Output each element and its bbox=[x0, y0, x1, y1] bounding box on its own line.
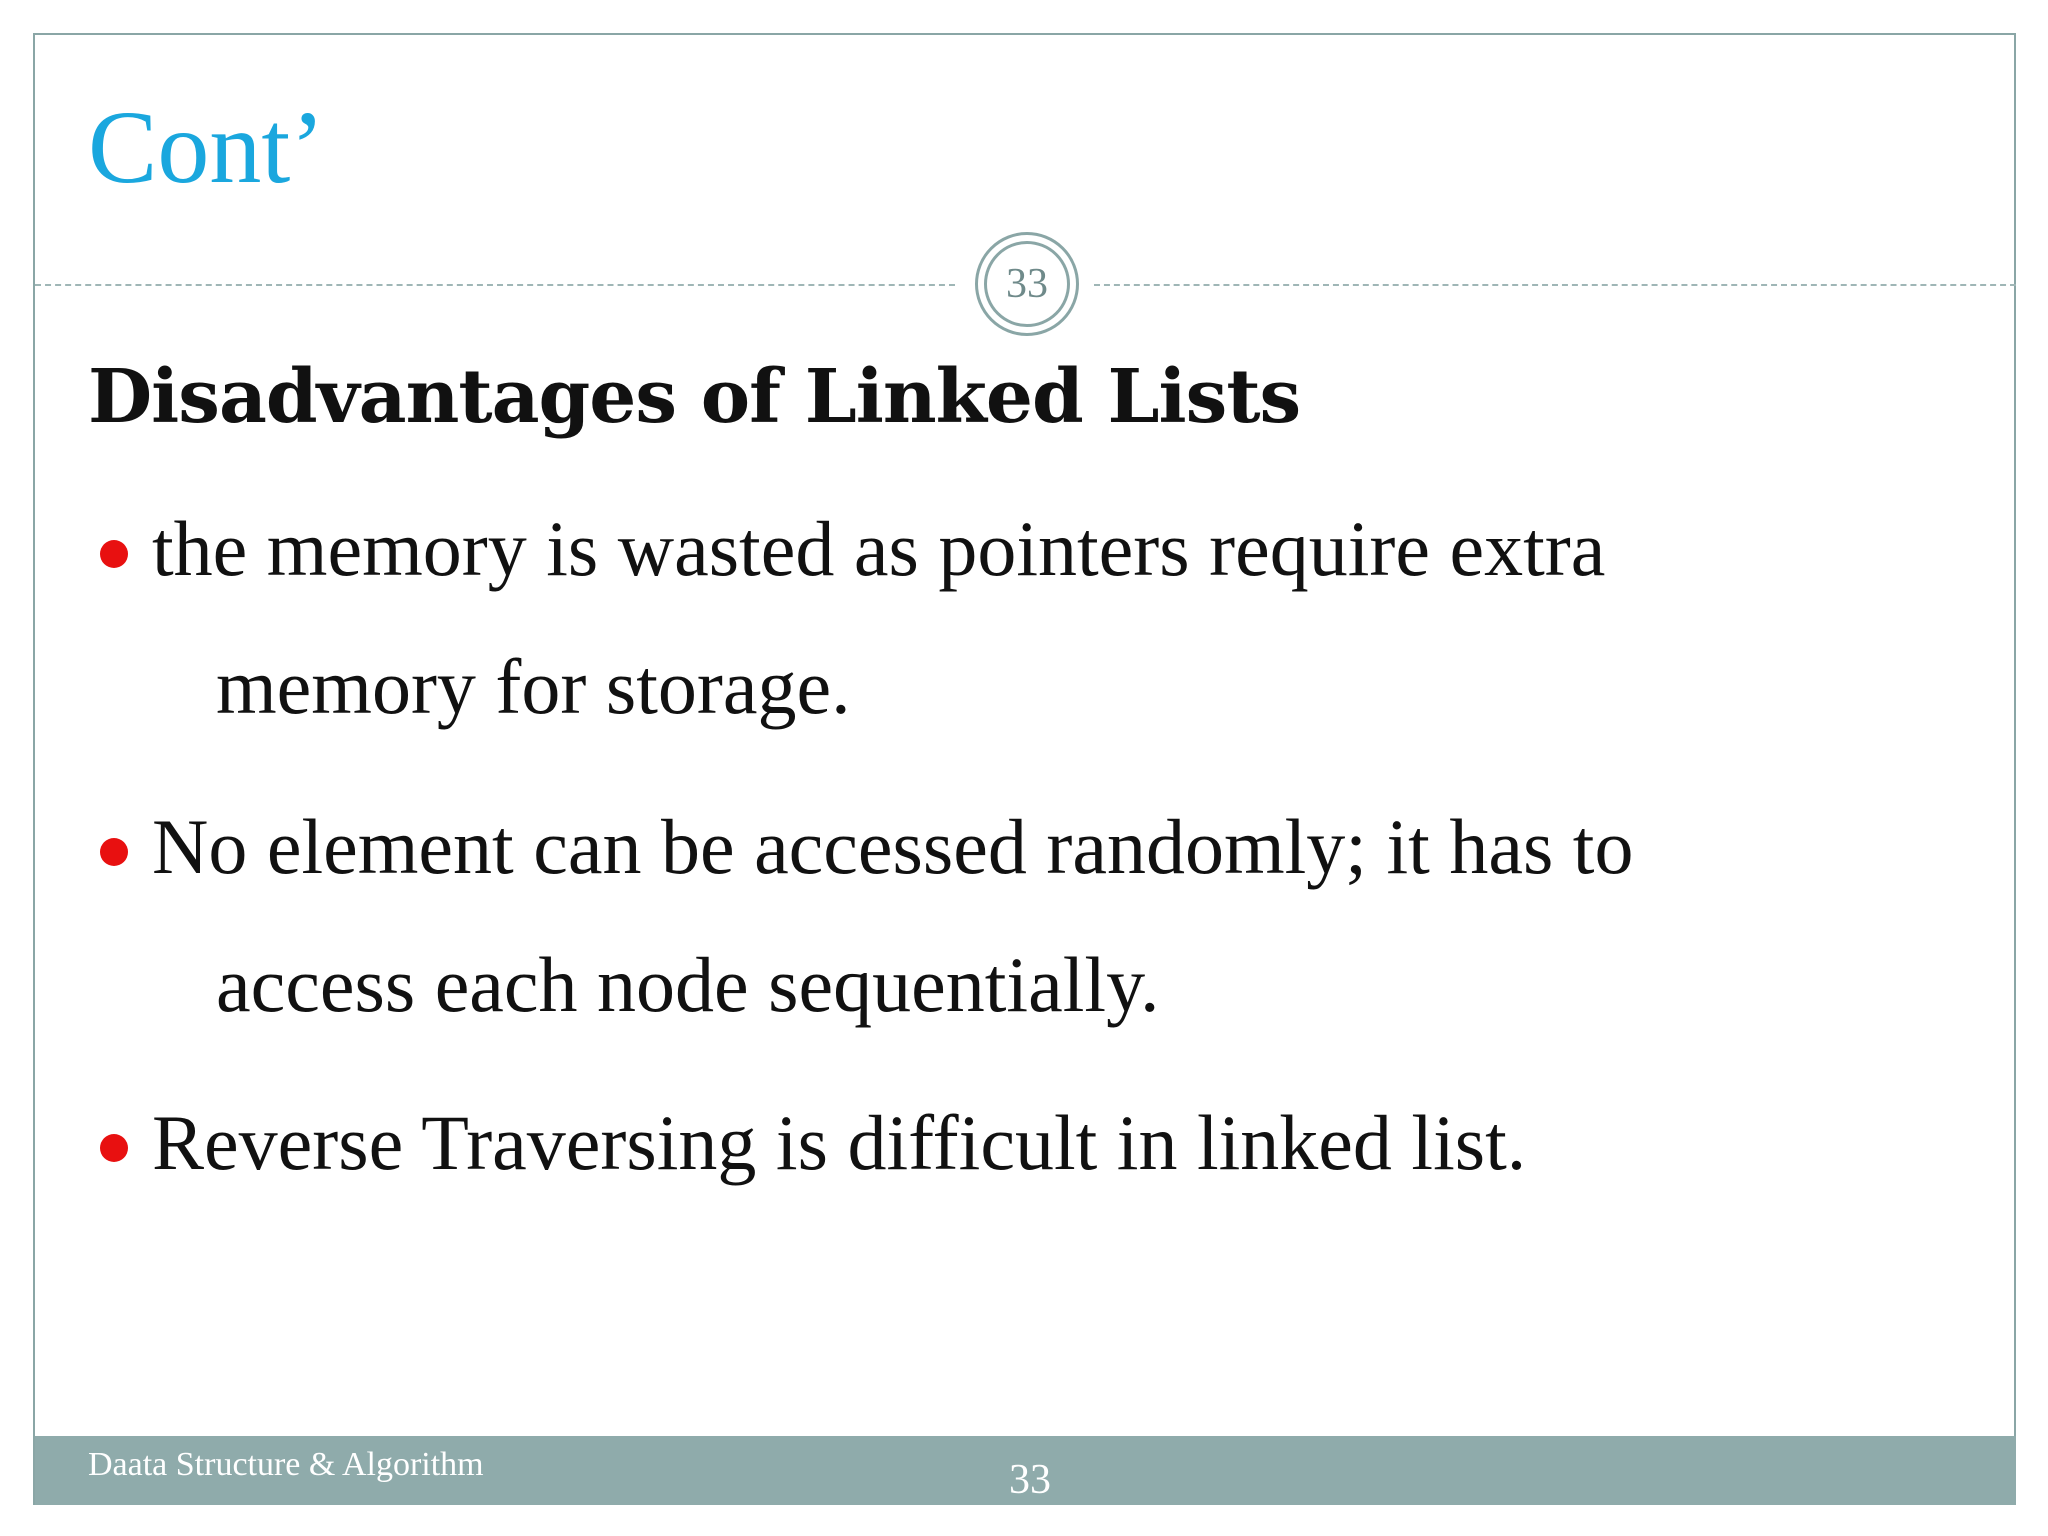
bullet-text: Reverse Traversing is difficult in linked list. bbox=[152, 1099, 1527, 1186]
section-heading: Disadvantages of Linked Lists bbox=[88, 354, 1301, 440]
footer-course-title: Daata Structure & Algorithm bbox=[88, 1446, 484, 1483]
bullet-item bbox=[88, 500, 1788, 740]
bullet-text-continued: memory for storage. bbox=[216, 643, 851, 730]
footer-page-number: 33 bbox=[1009, 1457, 1051, 1503]
bullet-text-continued: access each node sequentially. bbox=[216, 941, 1160, 1028]
bullet-item bbox=[88, 1094, 1788, 1204]
bullet-item bbox=[88, 798, 1788, 1038]
bullet-text: the memory is wasted as pointers require extra bbox=[152, 505, 1606, 592]
bullet-dot-icon bbox=[100, 1134, 128, 1162]
page-badge-number: 33 bbox=[984, 241, 1070, 327]
bullet-text: No element can be accessed randomly; it has to bbox=[152, 803, 1634, 890]
footer-bar bbox=[35, 1436, 2016, 1505]
title-divider-right bbox=[1094, 284, 2016, 286]
bullet-dot-icon bbox=[100, 838, 128, 866]
page-badge bbox=[975, 232, 1079, 336]
slide-title: Cont’ bbox=[88, 90, 325, 205]
bullet-dot-icon bbox=[100, 540, 128, 568]
title-divider-left bbox=[35, 284, 955, 286]
